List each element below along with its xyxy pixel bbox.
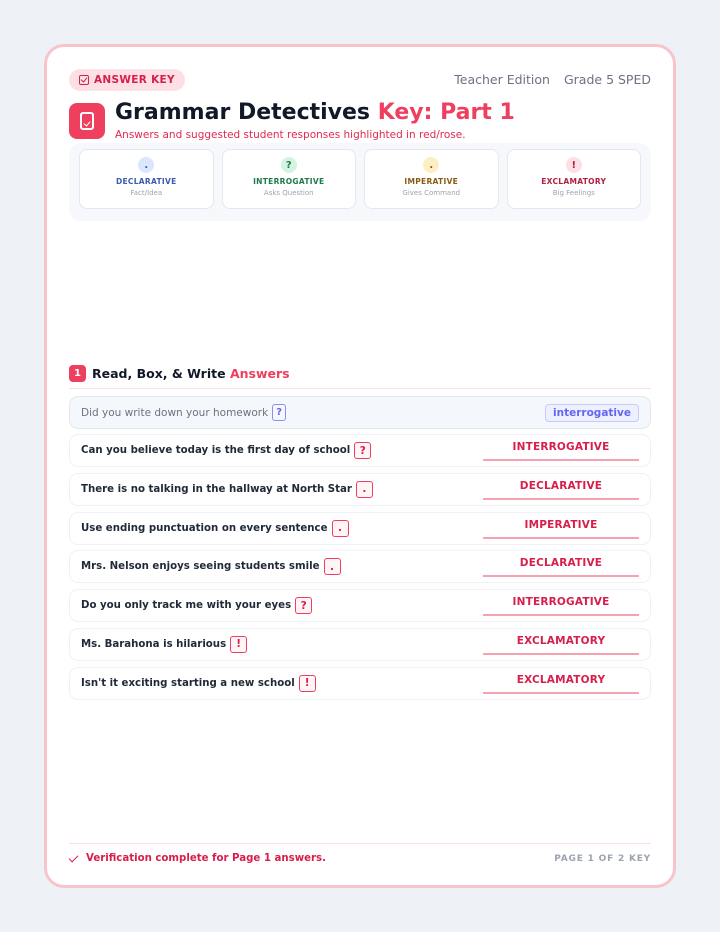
legend-card-exclamatory	[507, 149, 642, 209]
legend-card-declarative	[79, 149, 214, 209]
document-glyph	[80, 112, 94, 130]
list-item	[69, 434, 651, 467]
sentence-text: Can you believe today is the first day of school	[81, 445, 351, 456]
page-title	[115, 100, 515, 125]
verification-text: Verification complete for Page 1 answers.	[86, 853, 326, 864]
example-punctuation-box: ?	[272, 404, 286, 421]
title-accent: Key: Part 1	[377, 100, 515, 125]
answer-field[interactable]: IMPERATIVE	[483, 519, 639, 539]
check-icon	[69, 852, 79, 862]
list-item	[69, 589, 651, 622]
list-item	[69, 550, 651, 583]
example-answer: interrogative	[545, 404, 639, 422]
answer-field[interactable]: DECLARATIVE	[483, 480, 639, 500]
section-number: 1	[69, 365, 86, 382]
grade-label: Grade 5 SPED	[563, 72, 651, 87]
sentence-text: Isn't it exciting starting a new school	[81, 677, 295, 689]
answer-key-badge	[69, 69, 185, 91]
sentence-text: There is no talking in the hallway at North Star	[81, 483, 352, 495]
list-item	[69, 667, 651, 700]
answer-field[interactable]: INTERROGATIVE	[483, 441, 639, 461]
section-title	[92, 365, 290, 382]
document-check-icon	[69, 103, 105, 139]
worksheet-page	[44, 44, 676, 888]
punctuation-box: !	[230, 636, 247, 653]
punctuation-box: ?	[295, 597, 312, 614]
sentence-text: Ms. Barahona is hilarious	[81, 638, 227, 650]
punctuation-box: !	[299, 675, 316, 692]
answer-key-label: ANSWER KEY	[94, 74, 175, 86]
example-row	[69, 396, 651, 429]
list-item	[69, 512, 651, 545]
sentence-text: Do you only track me with your eyes	[81, 600, 292, 612]
list-item	[69, 473, 651, 506]
page-number: PAGE 1 OF 2 KEY	[554, 853, 651, 864]
legend-name: DECLARATIVE	[115, 177, 177, 186]
period-icon: .	[138, 157, 154, 173]
question-mark-icon: ?	[281, 157, 297, 173]
punctuation-box: ?	[354, 442, 371, 459]
title-main: Grammar Detectives	[115, 100, 371, 125]
edition-info	[454, 72, 651, 87]
answer-field[interactable]: INTERROGATIVE	[483, 596, 639, 616]
list-item	[69, 628, 651, 661]
punctuation-box: .	[324, 558, 341, 575]
answer-field[interactable]: DECLARATIVE	[483, 557, 639, 577]
section-header	[69, 365, 651, 389]
legend-card-interrogative	[222, 149, 357, 209]
answer-field[interactable]: EXCLAMATORY	[483, 635, 639, 655]
page-footer	[69, 843, 651, 873]
period-icon: .	[423, 157, 439, 173]
section-title-accent: Answers	[229, 366, 290, 381]
punctuation-box: .	[332, 520, 349, 537]
punctuation-box: .	[356, 481, 373, 498]
legend-desc: Asks Question	[263, 189, 314, 197]
legend-desc: Gives Command	[402, 189, 461, 197]
edition-label: Teacher Edition	[454, 72, 550, 87]
answer-list	[69, 434, 651, 706]
sentence-text: Mrs. Nelson enjoys seeing students smile	[81, 561, 320, 573]
example-sentence: Did you write down your homework	[81, 406, 269, 419]
worksheet-content	[69, 47, 651, 885]
exclamation-icon: !	[566, 157, 582, 173]
sentence-text: Use ending punctuation on every sentence	[81, 522, 328, 534]
legend-desc: Fact/Idea	[130, 189, 163, 197]
legend-name: IMPERATIVE	[404, 177, 459, 186]
answer-field[interactable]: EXCLAMATORY	[483, 674, 639, 694]
checkbox-icon	[79, 75, 89, 85]
section-title-main: Read, Box, & Write	[92, 366, 226, 381]
legend-card-imperative	[364, 149, 499, 209]
legend-name: EXCLAMATORY	[541, 177, 607, 186]
legend-name: INTERROGATIVE	[253, 177, 325, 186]
legend-desc: Big Feelings	[552, 189, 595, 197]
sentence-types-legend	[69, 143, 651, 221]
page-subtitle: Answers and suggested student responses highlighted in red/rose.	[115, 129, 466, 141]
